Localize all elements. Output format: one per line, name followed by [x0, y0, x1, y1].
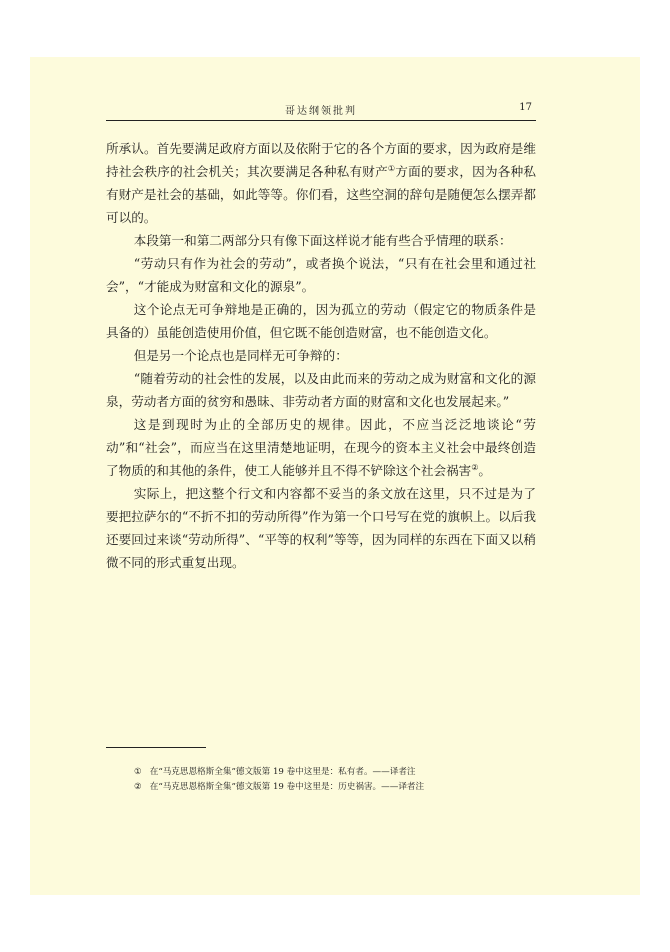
footnote: [134, 765, 534, 780]
paragraph-text: 所承认。首先要满足政府方面以及依附于它的各个方面的要求，因为政府是维持社会秩序的社会机关；其次要满足各种私有财产: [106, 141, 536, 179]
page-header: [106, 102, 536, 121]
footnote-text: 在“马克思恩格斯全集”德文版第 19 卷中这里是：私有者。——译者注: [149, 767, 416, 777]
paragraph: 本段第一和第二两部分只有像下面这样说才能有些合乎情理的联系：: [133, 233, 512, 248]
footnote-text: 在“马克思恩格斯全集”德文版第 19 卷中这里是：历史祸害。——译者注: [149, 782, 425, 792]
paragraph: [106, 413, 536, 482]
footnote-divider: [106, 747, 206, 748]
paragraph-text: 这是到现时为止的全部历史的规律。因此，不应当泛泛地谈论“劳动”和“社会”，而应当在这里清楚地证明，在现今的资本主义社会中最终创造了物质的和其他的条件，使工人能够并且不得不铲除这个社会祸害: [106, 417, 536, 478]
footnote-ref: ②: [471, 463, 479, 472]
footnote-ref: ①: [387, 164, 396, 173]
paragraph: [106, 137, 536, 229]
page-number: 17: [519, 102, 532, 113]
paragraph-text: 。: [478, 463, 491, 478]
body-text: [106, 137, 536, 574]
paragraph: “劳动只有作为社会的劳动”，或者换个说法，“只有在社会里和通过社会”，“才能成为财富和文化的源泉”。: [106, 256, 536, 294]
footnote: [134, 780, 534, 795]
paragraph: 但是另一个论点也是同样无可争辩的：: [133, 348, 348, 363]
paragraph: “随着劳动的社会性的发展，以及由此而来的劳动之成为财富和文化的源泉，劳动者方面的贫穷和愚昧、非劳动者方面的财富和文化也发展起来。”: [106, 371, 536, 409]
paragraph-text: 方面的要求，因为各种私有财产是社会的基础，如此等等。你们看，这些空洞的辞句是随便怎么摆弄都可以的。: [106, 164, 537, 225]
footnote-mark: ②: [134, 782, 142, 792]
paragraph: 实际上，把这整个行文和内容都不妥当的条文放在这里，只不过是为了要把拉萨尔的“不折不扣的劳动所得”作为第一个口号写在党的旗帜上。以后我还要回过来谈“劳动所得”、“平等的权利”等等，因为同样的东西在下面又以稍微不同的形式重复出现。: [106, 486, 536, 570]
footnote-mark: ①: [134, 767, 142, 777]
running-title: 哥达纲领批判: [285, 106, 357, 117]
paragraph: 这个论点无可争辩地是正确的，因为孤立的劳动（假定它的物质条件是具备的）虽能创造使用价值，但它既不能创造财富，也不能创造文化。: [106, 302, 536, 340]
footnotes: [134, 765, 534, 795]
